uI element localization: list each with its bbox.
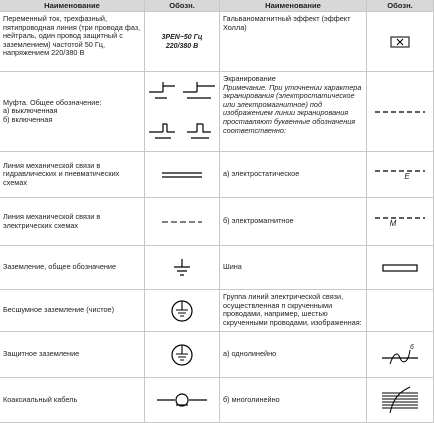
- row-electric-link-text: [0, 198, 145, 246]
- silent-ground-icon: [170, 299, 194, 323]
- row-three-phase-symbol: [145, 12, 220, 72]
- row-electromagnetic-symbol: [367, 198, 434, 246]
- shielding-icon: [375, 110, 425, 114]
- row-hall-effect-symbol: [367, 12, 434, 72]
- hall-effect-description: Гальваномагнитный эффект (эффект Холла): [223, 14, 351, 32]
- row-bus-symbol: [367, 246, 434, 290]
- row-coupling-text: [0, 72, 145, 152]
- shielding-note: Примечание. При уточнении характера экранирования (электростатическое или электромагнитное) под изображением линии экранирования проставляют буквенные обозначения соответственно:: [223, 82, 362, 135]
- row-coupling-symbol: [145, 72, 220, 152]
- row-silent-ground-symbol: [145, 290, 220, 332]
- row-twisted-group-symbol: [367, 290, 434, 332]
- shielding-title: Экранирование: [223, 74, 276, 83]
- row-multi-line-text: [220, 378, 367, 423]
- row-shielding-symbol: [367, 72, 434, 152]
- shielding-description: [223, 75, 363, 135]
- single-line-figure: [380, 344, 420, 366]
- row-grounding-text: [0, 246, 145, 290]
- bus-icon: [382, 263, 418, 273]
- row-coax-text: [0, 378, 145, 423]
- twisted-multi-line-icon: [380, 385, 420, 415]
- hall-effect-icon: [390, 36, 410, 48]
- bus-description: Шина: [223, 262, 242, 272]
- electrostatic-shield-symbol: [375, 169, 425, 181]
- row-multi-line-symbol: [367, 378, 434, 423]
- coupling-description: [3, 99, 101, 125]
- coax-description: Коаксиальный кабель: [3, 394, 78, 404]
- grounding-description: Заземление, общее обозначение: [3, 262, 117, 272]
- twisted-group-description: Группа линий электрической связи, осуществленная п скрученными проводами, например, шестью скрученными проводами, изображенная:: [223, 292, 362, 327]
- coupling-option-b: б) включенная: [3, 114, 53, 124]
- row-electrostatic-symbol: [367, 152, 434, 198]
- electric-link-description: Линия механической связи в электрических схемах: [3, 211, 101, 230]
- row-single-line-text: [220, 332, 367, 378]
- row-hydraulic-link-symbol: [145, 152, 220, 198]
- three-phase-label-line-2: 220/380 В: [165, 42, 199, 50]
- row-three-phase-text: [0, 12, 145, 72]
- row-coax-symbol: [145, 378, 220, 423]
- row-hall-effect-text: [220, 12, 367, 72]
- header-symbol-right: Обозн.: [367, 0, 434, 12]
- ground-icon: [172, 259, 192, 277]
- row-shielding-text: [220, 72, 367, 152]
- electromagnetic-letter: M: [389, 218, 397, 228]
- three-phase-description: Переменный ток, трехфазный, пятипроводная линия (три провода фаз, нейтраль, один провод защитный с заземлением) частотой 50 Гц, напряжением 220/380 В: [3, 14, 141, 58]
- electromagnetic-shield-symbol: [375, 216, 425, 228]
- coaxial-cable-icon: [157, 393, 207, 407]
- row-protective-ground-text: [0, 332, 145, 378]
- header-name-left: Наименование: [0, 0, 145, 12]
- coupling-title: Муфта. Общее обозначение:: [3, 97, 102, 107]
- row-hydraulic-link-text: [0, 152, 145, 198]
- double-line-icon: [162, 171, 202, 179]
- row-twisted-group-text: [220, 290, 367, 332]
- row-single-line-symbol: [367, 332, 434, 378]
- protective-ground-description: Защитное заземление: [3, 349, 80, 359]
- silent-ground-description: Бесшумное заземление (чистое): [3, 305, 115, 315]
- single-line-description: а) однолинейно: [223, 349, 277, 359]
- wire-count-label: 6: [410, 343, 414, 351]
- row-protective-ground-symbol: [145, 332, 220, 378]
- row-bus-text: [220, 246, 367, 290]
- dash-line-icon: [162, 220, 202, 224]
- row-electromagnetic-text: [220, 198, 367, 246]
- coupling-option-a: а) выключенная: [3, 106, 58, 116]
- row-grounding-symbol: [145, 246, 220, 290]
- row-electric-link-symbol: [145, 198, 220, 246]
- coupling-icon: [145, 72, 219, 150]
- protective-ground-icon: [170, 343, 194, 367]
- hydraulic-link-description: Линия механической связи в гидравлических и пневматических схемах: [3, 160, 120, 187]
- row-electrostatic-text: [220, 152, 367, 198]
- multi-line-description: б) многолинейно: [223, 394, 280, 404]
- electrostatic-letter: E: [404, 171, 410, 181]
- electromagnetic-description: б) электромагнитное: [223, 216, 294, 226]
- electrostatic-description: а) электростатическое: [223, 169, 300, 179]
- row-silent-ground-text: [0, 290, 145, 332]
- three-phase-label-line-1: 3PEN~50 Гц: [161, 33, 203, 41]
- header-name-right: Наименование: [220, 0, 367, 12]
- three-phase-label: [162, 33, 203, 51]
- twisted-single-line-icon: [380, 344, 420, 366]
- header-symbol-left: Обозн.: [145, 0, 220, 12]
